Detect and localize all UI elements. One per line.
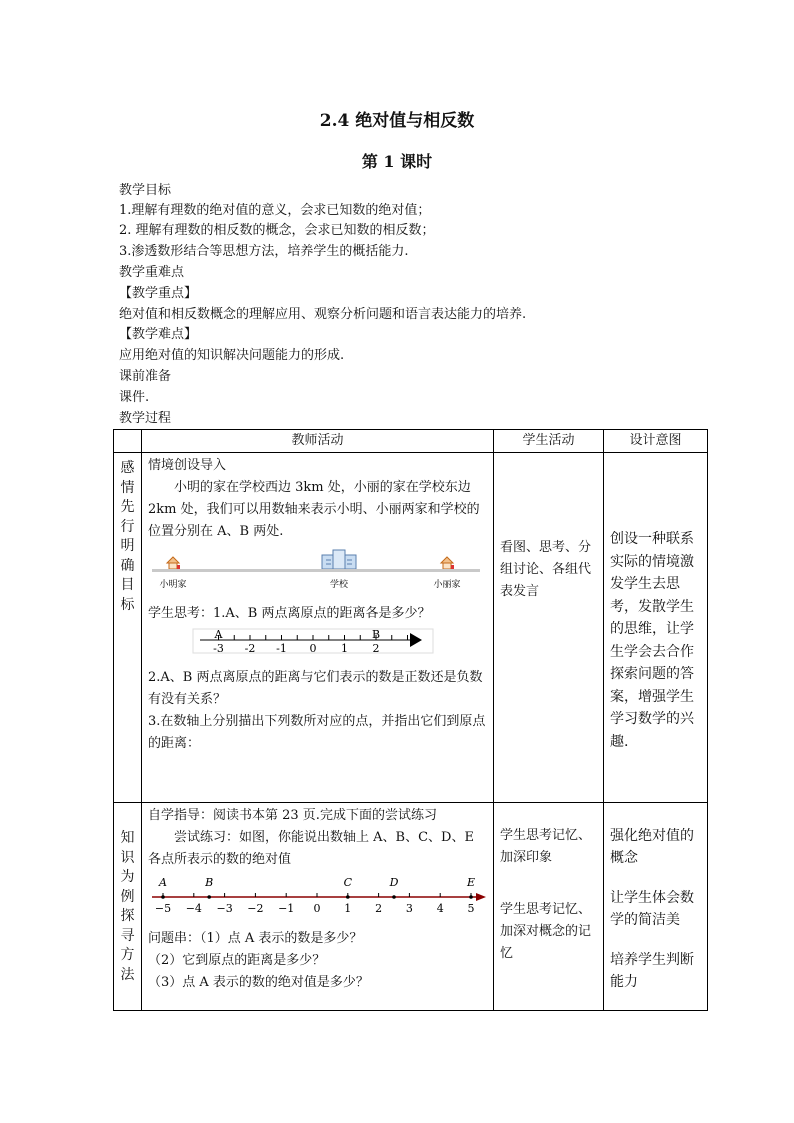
header-cell-empty	[114, 430, 142, 453]
point-dot	[469, 895, 473, 899]
design-intent-text-3: 培养学生判断能力	[610, 952, 694, 990]
tick-label: 0	[313, 902, 321, 914]
point-label-b: B	[205, 876, 214, 889]
tick-label: -1	[276, 642, 287, 655]
stage-label-cell	[114, 453, 142, 803]
question-series-3: （3）点 A 表示的数的绝对值是多少？	[148, 975, 369, 990]
map-label-xiaoli: 小丽家	[433, 580, 461, 590]
point-dot	[207, 895, 211, 899]
map-label-school: 学校	[329, 580, 349, 590]
scenario-text: 小明的家在学校西边 3km 处，小丽的家在学校东边 2km 处，我们可以用数轴来表示小明、小丽两家和学校的位置分别在 A、B 两处.	[148, 480, 480, 539]
subheading-key-points: 【教学重点】	[119, 286, 198, 301]
preparation-text: 课件.	[119, 390, 150, 405]
map-label-xiaoming: 小明家	[159, 580, 187, 590]
axis-arrow-icon	[410, 633, 422, 647]
tick-label: 3	[405, 902, 413, 914]
page-subtitle: 第 1 课时	[361, 152, 433, 171]
tick-label: −1	[278, 902, 295, 914]
point-label-b: B	[371, 628, 381, 641]
stage-label: 感情先行明确目标	[120, 460, 135, 613]
point-label-c: C	[343, 876, 353, 889]
page-title: 2.4 绝对值与相反数	[319, 111, 475, 131]
question-series-1: 问题串：（1）点 A 表示的数是多少？	[148, 931, 363, 946]
tick-label: 5	[467, 902, 475, 914]
tick-label: 1	[344, 902, 352, 914]
stage-label-cell	[114, 803, 142, 1011]
table-row	[114, 803, 708, 1011]
self-study-guide: 自学指导：阅读书本第 23 页.完成下面的尝试练习	[148, 808, 437, 823]
student-activity-text-2: 学生思考记忆、加深对概念的记忆	[500, 902, 592, 961]
tick-label: −3	[216, 902, 233, 914]
tick-label: −2	[247, 902, 264, 914]
tick-label: 1	[341, 642, 348, 655]
design-intent-text-1: 强化绝对值的概念	[610, 828, 694, 866]
section-heading-difficulties: 教学重难点	[119, 265, 185, 280]
road-line	[152, 569, 480, 572]
table-row	[114, 453, 708, 803]
tick-label: −5	[154, 902, 172, 914]
header-student-activity: 学生活动	[494, 430, 604, 453]
section-heading-preparation: 课前准备	[119, 369, 172, 384]
design-intent-cell	[604, 803, 708, 1011]
point-dot	[161, 895, 165, 899]
teacher-activity-cell	[142, 453, 494, 803]
table-header-row	[114, 430, 708, 453]
question-2: 2.A、B 两点离原点的距离与它们表示的数是正数还是负数有没有关系？	[148, 670, 483, 707]
teacher-activity-cell	[142, 803, 494, 1011]
tick-label: 2	[372, 642, 380, 655]
header-teacher-activity: 教师活动	[142, 430, 494, 453]
student-activity-text: 看图、思考、分组讨论、各组代表发言	[500, 540, 592, 599]
goal-item: 1.理解有理数的绝对值的意义，会求已知数的绝对值；	[119, 203, 431, 218]
map-illustration	[148, 547, 484, 593]
point-label-e: E	[466, 876, 476, 889]
goal-item: 3.渗透数形结合等思想方法，培养学生的概括能力.	[119, 244, 409, 259]
tick-label: -2	[244, 642, 256, 655]
question-series-2: （2）它到原点的距离是多少？	[148, 953, 326, 968]
point-label-d: D	[389, 876, 399, 889]
activity-heading: 情境创设导入	[148, 458, 227, 473]
tick-label: −4	[185, 902, 202, 914]
number-line-abcde	[148, 872, 488, 914]
design-intent-text: 创设一种联系实际的情境激发学生去思考，发散学生的思维，让学生学会去合作探索问题的答案，增强学生学习数学的兴趣.	[610, 531, 694, 750]
lesson-process-table	[113, 429, 708, 1011]
goal-item: 2. 理解有理数的相反数的概念，会求已知数的相反数；	[119, 223, 435, 238]
difficult-points-text: 应用绝对值的知识解决问题能力的形成.	[119, 348, 345, 363]
section-heading-goals: 教学目标	[119, 183, 172, 198]
stage-label: 知识为例探寻方法	[120, 830, 135, 983]
question-3: 3.在数轴上分别描出下列数所对应的点，并指出它们到原点的距离：	[148, 714, 486, 751]
student-activity-cell	[494, 453, 604, 803]
tick-label: -3	[213, 642, 224, 655]
question-1: 学生思考：1.A、B 两点离原点的距离各是多少？	[148, 606, 431, 621]
xiaoli-house-icon	[441, 557, 454, 569]
xiaoming-house-icon	[167, 557, 180, 569]
student-activity-cell	[494, 803, 604, 1011]
axis-arrow-icon	[476, 893, 486, 901]
point-dot	[346, 895, 350, 899]
student-activity-text-1: 学生思考记忆、加深印象	[500, 828, 592, 865]
point-label-a: A	[159, 876, 167, 889]
tick-label: 4	[436, 902, 444, 914]
tick-label: 2	[375, 902, 383, 914]
tick-label: 0	[309, 642, 317, 655]
point-label-a: A	[214, 628, 223, 641]
design-intent-cell	[604, 453, 708, 803]
school-building-icon	[322, 550, 356, 569]
design-intent-text-2: 让学生体会数学的简洁美	[610, 890, 694, 928]
key-points-text: 绝对值和相反数概念的理解应用、观察分析问题和语言表达能力的培养.	[119, 307, 527, 322]
section-heading-process: 教学过程	[119, 411, 172, 426]
subheading-difficult-points: 【教学难点】	[119, 327, 198, 342]
practice-text: 尝试练习：如图，你能说出数轴上 A、B、C、D、E 各点所表示的数的绝对值	[148, 830, 474, 867]
number-line-ab	[148, 627, 488, 657]
point-dot	[392, 895, 396, 899]
header-design-intent: 设计意图	[604, 430, 708, 453]
